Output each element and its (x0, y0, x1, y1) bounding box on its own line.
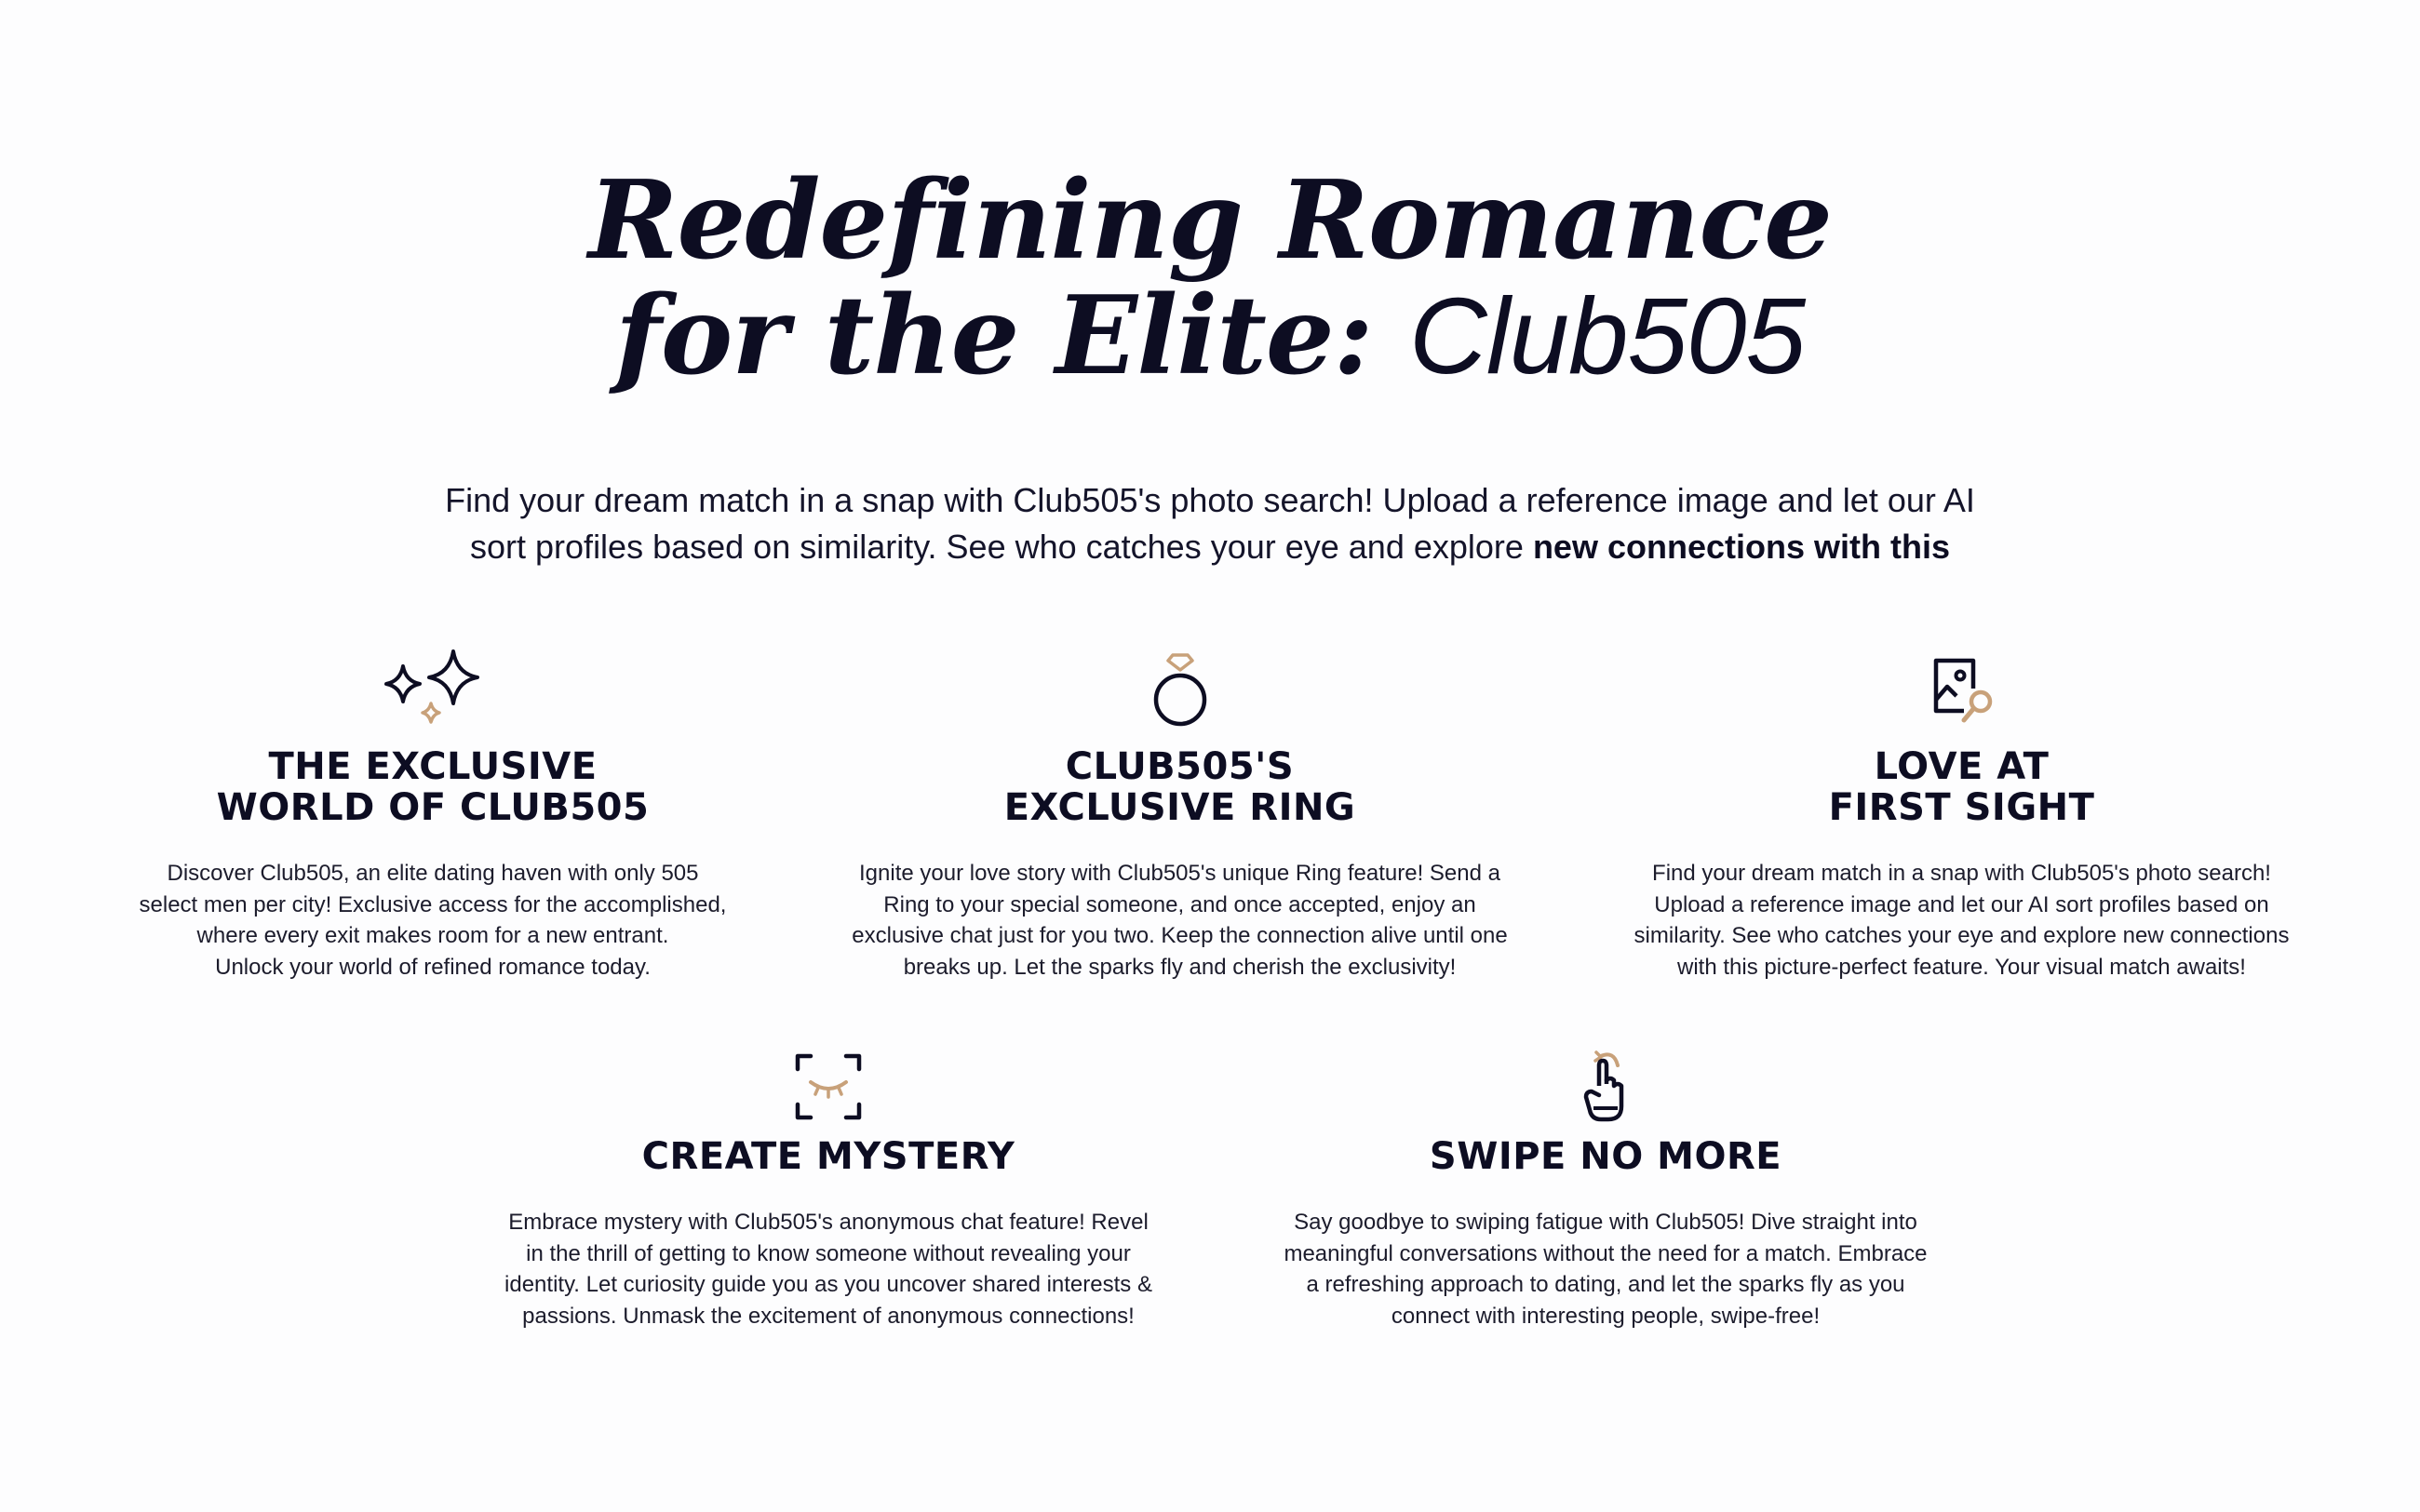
hero-subtitle-emphasis: new connections with this (1532, 528, 1950, 566)
closed-eye-focus-icon (788, 1047, 868, 1127)
feature-description: Ignite your love story with Club505's unique Ring feature! Send a Ring to your special someone, and once accepted, enjoy an exclusive chat just for you two. Keep the connection alive until one breaks up. Let the sparks fly and cherish the exclusivity! (852, 861, 1508, 980)
feature-love-at-first-sight (1620, 642, 2304, 983)
feature-create-mystery (493, 1047, 1163, 1331)
hero-title (0, 157, 2420, 399)
feature-swipe-no-more (1270, 1047, 1941, 1331)
feature-title: LOVE AT FIRST SIGHT (1828, 745, 2095, 829)
feature-title: CLUB505'S EXCLUSIVE RING (1003, 745, 1356, 829)
hero-title-line2: for the Elite: (614, 273, 1409, 399)
feature-title: THE EXCLUSIVE WORLD OF CLUB505 (216, 745, 650, 829)
feature-title: SWIPE NO MORE (1429, 1135, 1782, 1178)
hero-subtitle-line2: sort profiles based on similarity. See who catches your eye and explore (470, 528, 1533, 566)
image-search-icon (1916, 642, 2009, 735)
feature-exclusive-ring (838, 642, 1522, 983)
hero-title-line1: Redefining Romance (588, 157, 1832, 284)
feature-exclusive-world (130, 642, 735, 983)
ring-icon (1143, 642, 1217, 735)
feature-description: Say goodbye to swiping fatigue with Club505! Dive straight into meaningful conversations without the need for a match. Embrace a refreshing approach to dating, and let the sparks fly as you connect with interesting people, swipe-free! (1284, 1210, 1928, 1329)
feature-description: Discover Club505, an elite dating haven with only 505 select men per city! Exclusive access for the accomplished, where every exit makes room for a new entrant. Unlock your world of refined romance today. (139, 861, 727, 980)
sparkles-icon (377, 642, 489, 735)
hero-title-brand: Club505 (1408, 275, 1806, 396)
feature-title: CREATE MYSTERY (641, 1135, 1015, 1178)
feature-description: Embrace mystery with Club505's anonymous chat feature! Revel in the thrill of getting to know someone without revealing your identity. Let curiosity guide you as you uncover shared interests & passions. Unmask the excitement of anonymous connections! (504, 1210, 1152, 1329)
swipe-hand-icon (1566, 1047, 1646, 1127)
hero-subtitle (400, 477, 2020, 570)
hero-subtitle-line1: Find your dream match in a snap with Club505's photo search! Upload a reference image and let our AI (445, 481, 1975, 519)
feature-description: Find your dream match in a snap with Club505's photo search! Upload a reference image and let our AI sort profiles based on similarity. See who catches your eye and explore new connections with this picture-perfect feature. Your visual match awaits! (1634, 861, 2290, 980)
